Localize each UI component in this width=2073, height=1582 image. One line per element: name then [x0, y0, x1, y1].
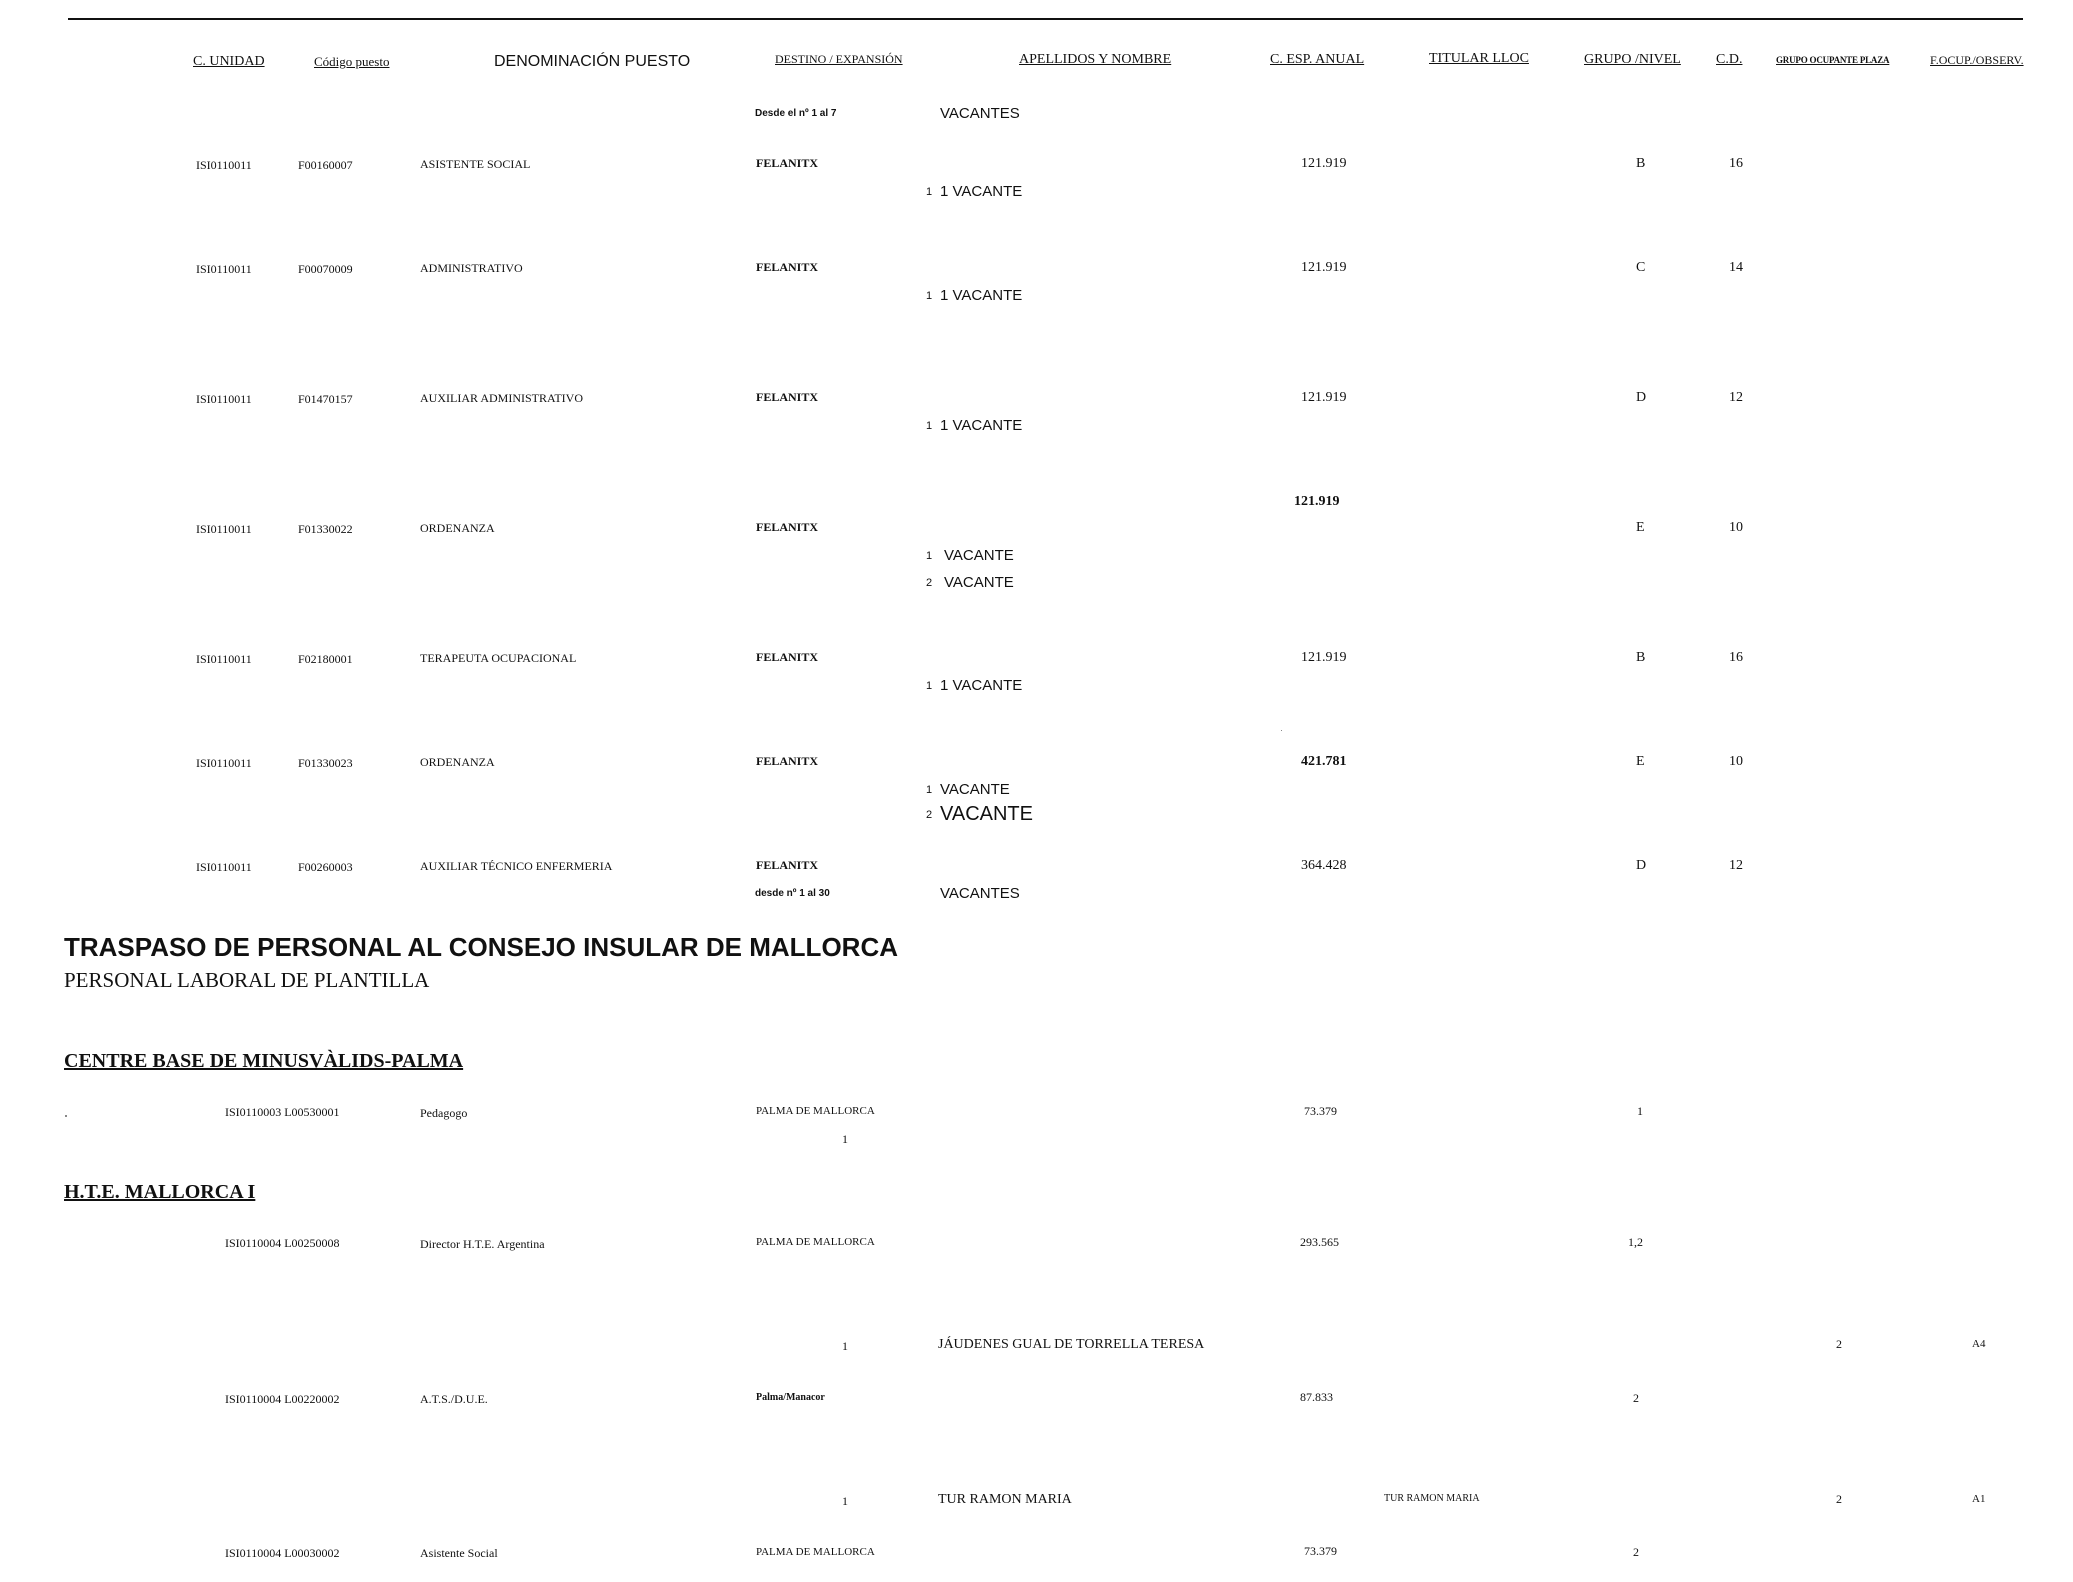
vacancy-number: 1: [926, 420, 933, 432]
cell-destino: FELANITX: [756, 650, 819, 664]
cell-codigo: F01470157: [298, 392, 353, 406]
range-note: desde nº 1 al 30: [755, 888, 830, 899]
section-title-hte: H.T.E. MALLORCA I: [64, 1181, 256, 1203]
vacancy-number: 1: [926, 290, 933, 302]
occupant-name: TUR RAMON MARIA: [938, 1492, 1072, 1507]
cell-grupo: E: [1636, 754, 1645, 769]
cell-grupo: B: [1636, 156, 1646, 171]
cell-unidad: ISI0110011: [196, 392, 252, 406]
cell-esp-anual: 121.919: [1301, 156, 1347, 171]
top-rule: [68, 18, 2023, 20]
vacancy-text: 1 VACANTE: [940, 287, 1023, 304]
cell-denominacion: AUXILIAR TÉCNICO ENFERMERIA: [420, 859, 613, 873]
cell-esp-anual: 87.833: [1300, 1390, 1333, 1404]
occupant-name: JÁUDENES GUAL DE TORRELLA TERESA: [938, 1337, 1205, 1352]
cell-unidad: ISI0110011: [196, 262, 252, 276]
cell-cd: 16: [1729, 650, 1743, 665]
header-cd: C.D.: [1716, 52, 1743, 67]
cell-denominacion: ORDENANZA: [420, 755, 495, 769]
row-number: 1: [842, 1132, 848, 1146]
vacancy-number: 1: [926, 680, 933, 692]
cell-esp-anual: 421.781: [1301, 754, 1347, 769]
cell-denominacion: Director H.T.E. Argentina: [420, 1237, 545, 1251]
occupant-observ: A4: [1972, 1338, 1986, 1350]
cell-unidad: ISI0110011: [196, 652, 252, 666]
cell-destino: PALMA DE MALLORCA: [756, 1236, 875, 1248]
cell-unidad: ISI0110011: [196, 522, 252, 536]
traspaso-title: TRASPASO DE PERSONAL AL CONSEJO INSULAR DE MALLORCA: [64, 932, 898, 962]
cell-destino: FELANITX: [756, 520, 819, 534]
cell-denominacion: A.T.S./D.U.E.: [420, 1392, 488, 1406]
cell-grupo: E: [1636, 520, 1645, 535]
scan-speck: [65, 1115, 67, 1117]
cell-destino: FELANITX: [756, 390, 819, 404]
cell-grupo: 1,2: [1628, 1235, 1643, 1249]
vacancy-number: 2: [926, 809, 933, 821]
occupant-grupo: 2: [1836, 1492, 1842, 1506]
cell-unidad: ISI0110011: [196, 860, 252, 874]
vacancy-number: 2: [926, 577, 933, 589]
cell-unidad: ISI0110011: [196, 756, 252, 770]
header-grupo-nivel: GRUPO /NIVEL: [1584, 52, 1681, 67]
header-c-unidad: C. UNIDAD: [193, 54, 265, 69]
vacancy-text: VACANTE: [944, 574, 1014, 591]
cell-esp-anual: 121.919: [1301, 390, 1347, 405]
occupant-titular: TUR RAMON MARIA: [1384, 1493, 1480, 1504]
cell-codes: ISI0110004 L00030002: [225, 1546, 340, 1560]
cell-denominacion: TERAPEUTA OCUPACIONAL: [420, 651, 577, 665]
cell-cd: 12: [1729, 390, 1743, 405]
cell-codes: ISI0110004 L00220002: [225, 1392, 340, 1406]
occupant-number: 1: [842, 1494, 848, 1508]
cell-grupo: B: [1636, 650, 1646, 665]
vacancy-number: 1: [926, 550, 933, 562]
cell-grupo: C: [1636, 260, 1646, 275]
header-denominacion: DENOMINACIÓN PUESTO: [494, 53, 691, 70]
cell-denominacion: ADMINISTRATIVO: [420, 261, 523, 275]
cell-grupo: D: [1636, 390, 1647, 405]
cell-codigo: F02180001: [298, 652, 353, 666]
cell-codigo: F01330022: [298, 522, 353, 536]
cell-esp-anual: 121.919: [1301, 650, 1347, 665]
cell-esp-anual: 121.919: [1301, 260, 1347, 275]
vacancy-text: VACANTE: [944, 547, 1014, 564]
cell-denominacion: ASISTENTE SOCIAL: [420, 157, 531, 171]
cell-denominacion: Asistente Social: [420, 1546, 498, 1560]
vacantes-label: VACANTES: [940, 105, 1020, 122]
vacancy-text: VACANTE: [940, 803, 1033, 825]
cell-esp-anual: 121.919: [1294, 494, 1340, 509]
cell-denominacion: ORDENANZA: [420, 521, 495, 535]
cell-cd: 12: [1729, 858, 1743, 873]
header-destino: DESTINO / EXPANSIÓN: [775, 52, 903, 66]
cell-destino: PALMA DE MALLORCA: [756, 1105, 875, 1117]
header-f-ocup: F.OCUP./OBSERV.: [1930, 53, 2024, 67]
cell-codigo: F01330023: [298, 756, 353, 770]
cell-destino: Palma/Manacor: [756, 1392, 825, 1403]
cell-destino: FELANITX: [756, 156, 819, 170]
cell-esp-anual: 73.379: [1304, 1104, 1337, 1118]
header-grupo-ocupante: GRUPO OCUPANTE PLAZA: [1776, 55, 1890, 65]
cell-grupo: 2: [1633, 1391, 1639, 1405]
section-title-centre-base: CENTRE BASE DE MINUSVÀLIDS-PALMA: [64, 1050, 464, 1072]
cell-esp-anual: 293.565: [1300, 1235, 1339, 1249]
cell-codigo: F00160007: [298, 158, 353, 172]
vacancy-number: 1: [926, 186, 933, 198]
header-c-esp-anual: C. ESP. ANUAL: [1270, 52, 1365, 67]
cell-codigo: F00260003: [298, 860, 353, 874]
cell-esp-anual: 73.379: [1304, 1544, 1337, 1558]
header-titular: TITULAR LLOC: [1429, 51, 1529, 66]
range-note: Desde el nº 1 al 7: [755, 108, 837, 119]
traspaso-subtitle: PERSONAL LABORAL DE PLANTILLA: [64, 968, 430, 992]
cell-cd: 10: [1729, 754, 1743, 769]
cell-unidad: ISI0110011: [196, 158, 252, 172]
cell-grupo: 1: [1637, 1104, 1643, 1118]
scan-speck: [1281, 730, 1282, 731]
vacancy-text: 1 VACANTE: [940, 677, 1023, 694]
cell-grupo: 2: [1633, 1545, 1639, 1559]
occupant-number: 1: [842, 1339, 848, 1353]
cell-grupo: D: [1636, 858, 1647, 873]
cell-destino: FELANITX: [756, 858, 819, 872]
vacancy-number: 1: [926, 784, 933, 796]
cell-destino: PALMA DE MALLORCA: [756, 1546, 875, 1558]
header-apellidos: APELLIDOS Y NOMBRE: [1019, 52, 1172, 67]
vacancy-text: 1 VACANTE: [940, 417, 1023, 434]
cell-codes: ISI0110003 L00530001: [225, 1105, 340, 1119]
cell-destino: FELANITX: [756, 754, 819, 768]
cell-denominacion: AUXILIAR ADMINISTRATIVO: [420, 391, 583, 405]
cell-codes: ISI0110004 L00250008: [225, 1236, 340, 1250]
vacancy-text: 1 VACANTE: [940, 183, 1023, 200]
occupant-observ: A1: [1972, 1493, 1986, 1505]
cell-denominacion: Pedagogo: [420, 1106, 468, 1120]
vacantes-label: VACANTES: [940, 885, 1020, 902]
occupant-grupo: 2: [1836, 1337, 1842, 1351]
cell-cd: 10: [1729, 520, 1743, 535]
vacancy-text: VACANTE: [940, 781, 1010, 798]
cell-destino: FELANITX: [756, 260, 819, 274]
cell-cd: 14: [1729, 260, 1743, 275]
cell-codigo: F00070009: [298, 262, 353, 276]
cell-esp-anual: 364.428: [1301, 858, 1347, 873]
cell-cd: 16: [1729, 156, 1743, 171]
header-codigo-puesto: Código puesto: [314, 54, 390, 69]
